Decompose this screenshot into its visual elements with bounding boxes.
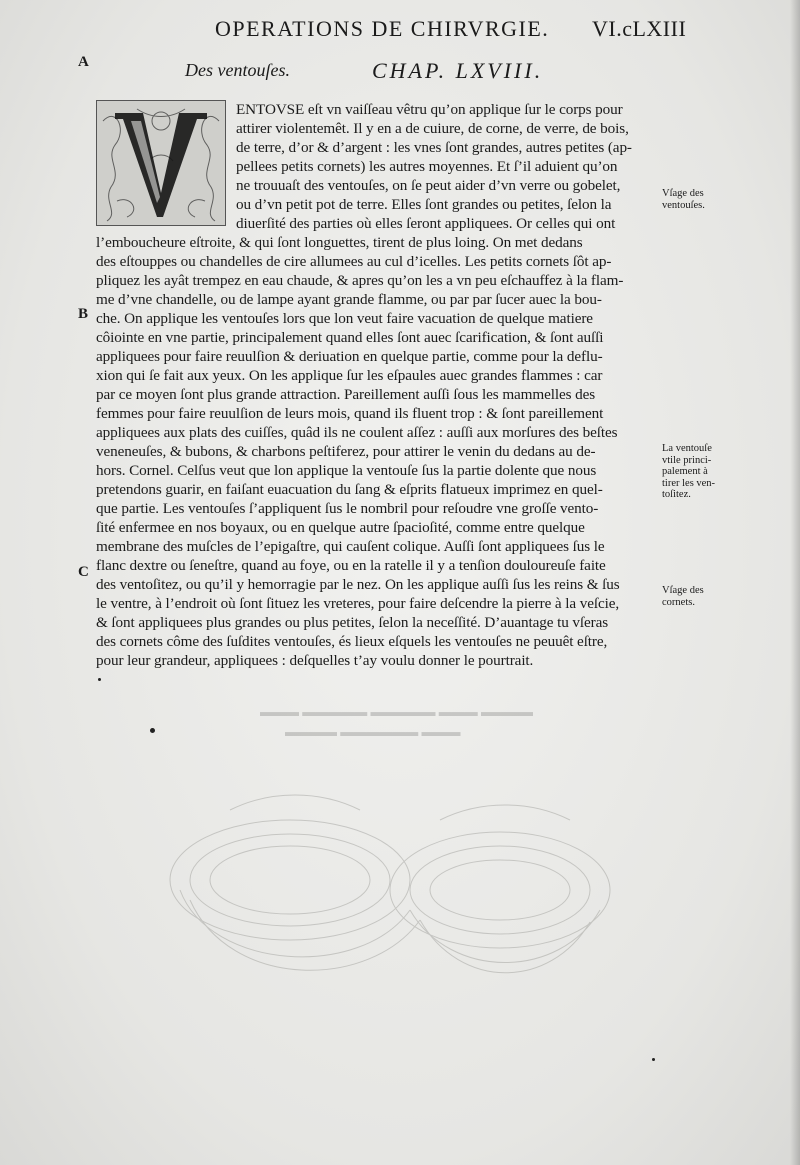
folio-number: VI.cLXIII [592, 16, 687, 41]
section-title: Des ventouſes. [185, 60, 290, 80]
initial-letter: V [160, 183, 162, 184]
body-text-line: appliquees pour faire reuulſion & deriuation en quelque partie, comme pour la deflu- [96, 348, 603, 365]
body-text-line: membrane des muſcles de l’epigaſtre, qui cauſent colique. Auſſi ſont appliquees ſus le [96, 538, 605, 555]
body-text-line: l’emboucheure eſtroite, & qui ſont longuettes, tirent de plus loing. On met dedans [96, 234, 583, 251]
margin-note [662, 443, 732, 501]
body-text-line: le ventre, à l’endroit où ſont ſituez les vreteres, pour faire deſcendre la pierre à la veſcie, [96, 595, 620, 612]
margin-note-line: cornets. [662, 596, 695, 608]
chapter-heading: CHAP. LXVIII. [372, 58, 544, 83]
margin-note-line: Vſage des [662, 188, 704, 199]
margin-note-line: vtile princi- [662, 454, 712, 466]
ink-speck [652, 1058, 655, 1061]
body-text-line: flanc dextre ou ſeneſtre, quand au foye, ou en la ratelle il y a tenſion douloureuſe faite [96, 557, 606, 574]
body-text-line: côiointe en vne partie, principalement quand elles ſont auec ſcarification, & ſont auſſi [96, 329, 604, 346]
body-text-line: diuerſité des parties où elles ſeront appliquees. Or celles qui ont [236, 215, 616, 232]
margin-note-line: La ventouſe [662, 443, 712, 454]
body-text-line: des ventoſitez, ou qu’il y hemorragie par le nez. On les applique auſſi ſus les reins & ſus [96, 576, 620, 593]
ink-speck [98, 678, 101, 681]
body-text-line: me d’vne chandelle, ou de lampe ayant grande flamme, ou par par ſucer auec la bou- [96, 291, 602, 308]
section-marker-c: C [78, 564, 89, 580]
margin-note-line: toſitez. [662, 489, 691, 500]
margin-note-line: Vſage des [662, 585, 704, 596]
body-text-line: pretendons guarir, en faiſant euacuation du ſang & eſprits flatueux imprimez en quel- [96, 481, 603, 498]
body-text-line: ſité enfermee en nos boyaux, ou en quelque autre ſpacioſité, comme entre quelque [96, 519, 585, 536]
section-marker-b: B [78, 306, 89, 322]
body-text-line: que partie. Les ventouſes ſ’appliquent ſus le nombril pour reſoudre vne groſſe vento- [96, 500, 599, 517]
margin-note [662, 585, 732, 608]
margin-note [662, 188, 732, 211]
margin-note-line: tirer les ven- [662, 477, 716, 489]
body-text-line: par ce moyen ſont plus grande attraction. Pareillement auſſi ſous les mammelles des [96, 386, 596, 403]
body-text-line: veneneuſes, & bubons, & charbons peſtiferez, pour attirer le venin du dedans au de- [96, 443, 596, 460]
body-text-line: che. On applique les ventouſes lors que lon veut faire vacuation de quelque matiere [96, 310, 593, 327]
body-text-line: hors. Cornel. Celſus veut que lon applique la ventouſe ſus la partie dolente que nous [96, 462, 597, 479]
bleed-through-illustration [120, 690, 680, 1090]
bleed-through-text: ▬▬▬▬ ▬▬▬▬▬▬ ▬▬▬ [285, 724, 461, 739]
margin-note-line: ventouſes. [662, 199, 705, 211]
body-text-line: & ſont appliquees plus grandes ou plus petites, ſelon la neceſſité. D’auantage tu vſeras [96, 614, 609, 631]
body-text-line: pour leur grandeur, appliquees : deſquelles t’ay voulu donner le pourtrait. [96, 652, 534, 669]
body-text-line: pliquez les ayât trempez en eau chaude, & apres qu’on les a vn peu eſchauffez à la flam- [96, 272, 624, 289]
body-text-line: ne trouuaſt des ventouſes, on ſe peut aider d’vn verre ou gobelet, [236, 177, 621, 194]
body-text-line: xion qui ſe fait aux yeux. On les applique ſur les eſpaules auec grandes flammes : car [96, 367, 603, 384]
body-text-line: pellees petits cornets) les autres moyennes. Et ſ’il aduient qu’on [236, 158, 618, 175]
body-text-line: attirer violentemêt. Il y en a de cuiure, de corne, de verre, de bois, [236, 120, 629, 137]
running-title: OPERATIONS DE CHIRVRGIE. [215, 16, 550, 41]
body-text-line: des cornets côme des ſuſdites ventouſes, és lieux eſquels les ventouſes ne peuuêt eſtre, [96, 633, 608, 650]
bleed-through-text: ▬▬▬ ▬▬▬▬▬ ▬▬▬▬▬ ▬▬▬ ▬▬▬▬ [260, 704, 533, 719]
body-text-line: femmes pour faire reuulſion de leurs mois, quand ils fluent trop : & ſont pareillement [96, 405, 604, 422]
body-text-line: des eſtouppes ou chandelles de cire allumees au cul d’icelles. Les petits cornets ſôt ap- [96, 253, 612, 270]
section-marker-a: A [78, 54, 89, 70]
body-text-line: ou d’vn petit pot de terre. Elles ſont grandes ou petites, ſelon la [236, 196, 612, 213]
body-text-line: de terre, d’or & d’argent : les vnes ſont grandes, autres petites (ap- [236, 139, 632, 156]
body-text-line: ENTOVSE eſt vn vaiſſeau vêtru qu’on applique ſur le corps pour [236, 101, 623, 118]
faint-cupping-vessel-drawing [120, 690, 680, 1090]
body-text-line: appliquees aux plats des cuiſſes, quâd ils ne coulent aſſez : auſſi aux morſures des beſtes [96, 424, 618, 441]
ink-speck [150, 728, 155, 733]
margin-note-line: palement à [662, 466, 708, 477]
